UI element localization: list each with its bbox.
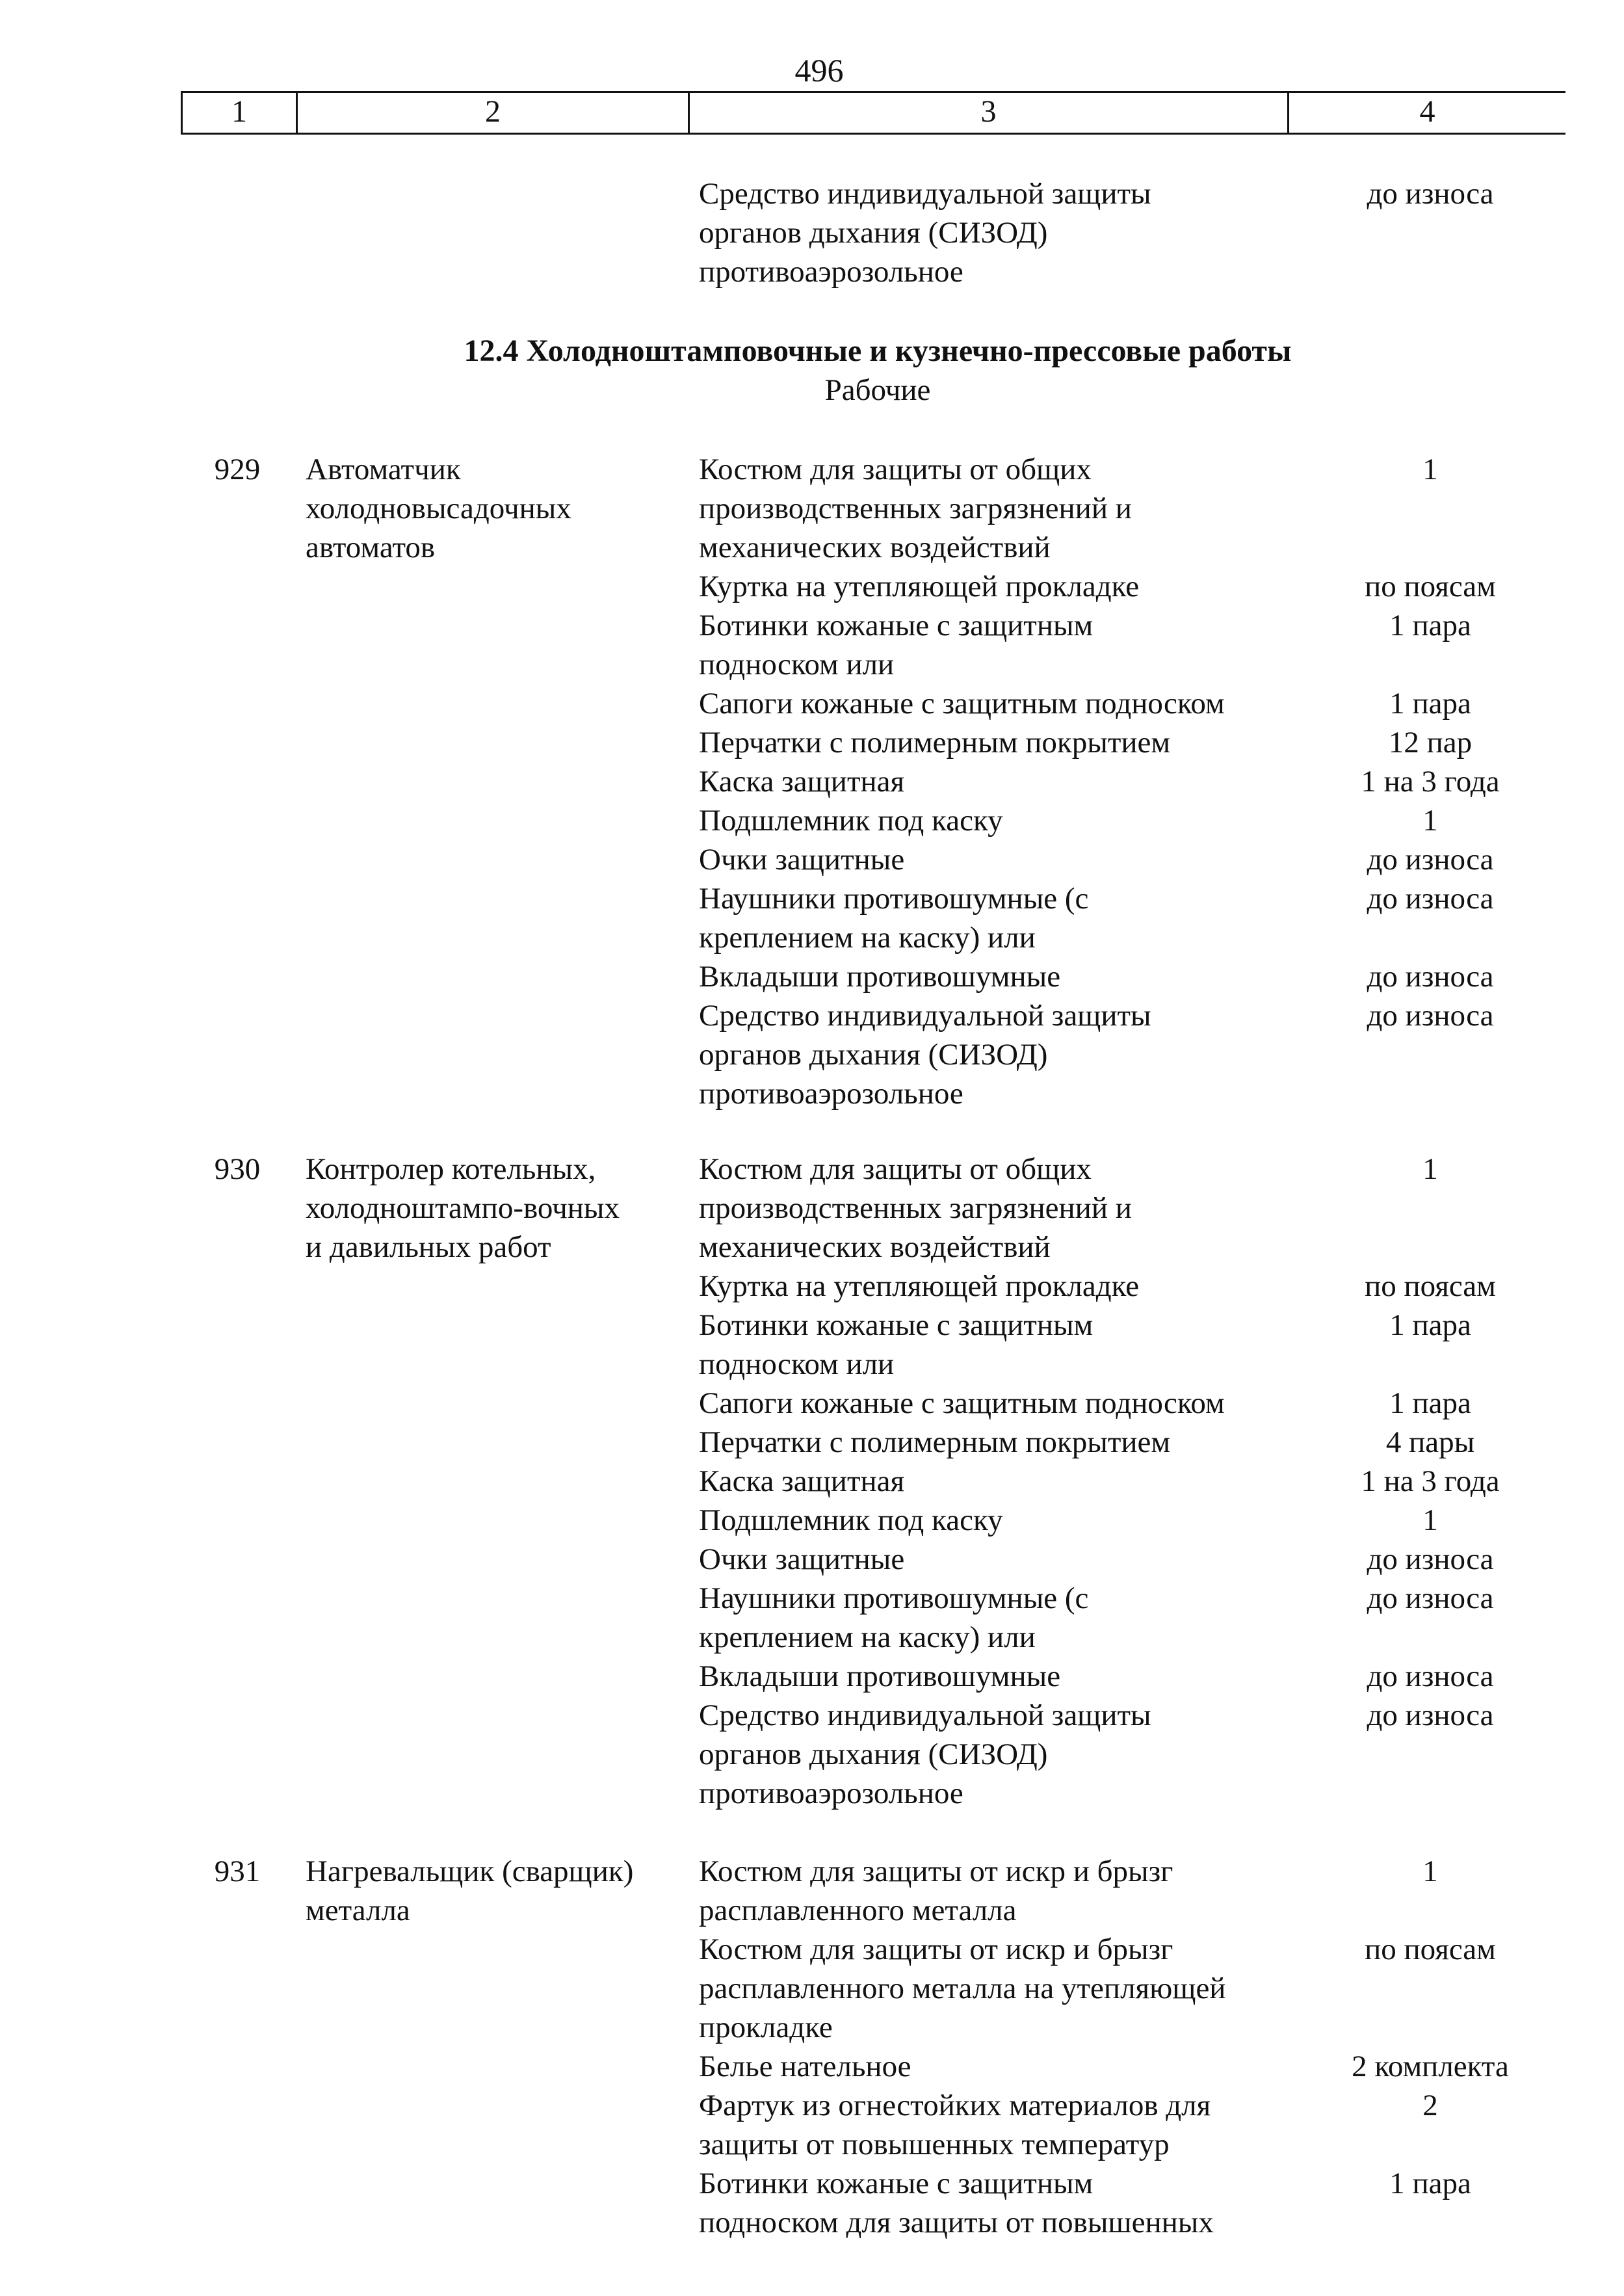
- job-title: Автоматчик холодновысадочных автоматов: [306, 453, 571, 564]
- ppe-item-name: Ботинки кожаные с защитным подноском для защиты от повышенных: [699, 2167, 1214, 2239]
- ppe-item-name: Очки защитные: [699, 1542, 905, 1576]
- issue-norm: по поясам: [1365, 570, 1496, 603]
- job-title: Нагревальщик (сварщик) металла: [306, 1854, 634, 1927]
- ppe-item-name: Перчатки с полимерным покрытием: [699, 726, 1171, 759]
- ppe-item-name: Белье нательное: [699, 2050, 911, 2083]
- ppe-item-name: Средство индивидуальной защиты органов дыхания (СИЗОД) противоаэрозольное: [699, 999, 1151, 1111]
- ppe-item-name: Каска защитная: [699, 1464, 905, 1498]
- ppe-item-name: Наушники противошумные (с креплением на каску) или: [699, 882, 1089, 955]
- issue-norm: до износа: [1367, 1659, 1494, 1693]
- ppe-item-name: Фартук из огнестойких материалов для защиты от повышенных температур: [699, 2089, 1211, 2161]
- entry-number: 930: [214, 1152, 261, 1186]
- entry-number: 929: [214, 453, 261, 486]
- issue-norm: 1: [1422, 804, 1438, 838]
- ppe-item-name: Вкладыши противошумные: [699, 960, 1061, 994]
- ppe-item-name: Костюм для защиты от искр и брызг расплавленного металла на утепляющей прокладке: [699, 1933, 1226, 2044]
- issue-norm: до износа: [1367, 1581, 1494, 1615]
- issue-norm: 12 пар: [1388, 726, 1473, 759]
- ppe-item-name: Наушники противошумные (с креплением на каску) или: [699, 1581, 1089, 1654]
- issue-norm: по поясам: [1365, 1933, 1496, 1966]
- ppe-item-name: Сапоги кожаные с защитным подноском: [699, 687, 1225, 720]
- ppe-item-name: Куртка на утепляющей прокладке: [699, 570, 1140, 603]
- issue-norm: 1 на 3 года: [1361, 765, 1500, 798]
- issue-norm: 2: [1422, 2089, 1438, 2122]
- issue-norm: 1 пара: [1389, 1308, 1471, 1342]
- ppe-item-name: Каска защитная: [699, 765, 905, 798]
- ppe-item-name: Костюм для защиты от общих производственных загрязнений и механических воздействий: [699, 1152, 1132, 1264]
- issue-norm: 1: [1422, 1152, 1438, 1186]
- column-number-1: 1: [231, 94, 247, 129]
- issue-norm: 1 пара: [1389, 1386, 1471, 1420]
- job-title: Контролер котельных, холодноштампо-вочных и давильных работ: [306, 1152, 620, 1264]
- ppe-item-name: Подшлемник под каску: [699, 804, 1003, 838]
- column-number-3: 3: [980, 94, 997, 129]
- section-subtitle: Рабочие: [824, 373, 931, 407]
- ppe-item-name: Подшлемник под каску: [699, 1503, 1003, 1537]
- issue-norm: до износа: [1367, 177, 1494, 211]
- issue-norm: 1 пара: [1389, 609, 1471, 642]
- ppe-item-name: Костюм для защиты от общих производственных загрязнений и механических воздействий: [699, 453, 1132, 564]
- issue-norm: до износа: [1367, 843, 1494, 877]
- ppe-item-name: Средство индивидуальной защиты органов дыхания (СИЗОД) противоаэрозольное: [699, 1698, 1151, 1810]
- ppe-item-name: Костюм для защиты от искр и брызг расплавленного металла: [699, 1854, 1173, 1927]
- ppe-item-name: Куртка на утепляющей прокладке: [699, 1269, 1140, 1303]
- issue-norm: до износа: [1367, 882, 1494, 916]
- column-number-2: 2: [485, 94, 501, 129]
- ppe-item-name: Ботинки кожаные с защитным подноском или: [699, 1308, 1094, 1381]
- issue-norm: до износа: [1367, 960, 1494, 994]
- issue-norm: по поясам: [1365, 1269, 1496, 1303]
- ppe-item-name: Перчатки с полимерным покрытием: [699, 1425, 1171, 1459]
- issue-norm: до износа: [1367, 999, 1494, 1033]
- issue-norm: 1: [1422, 453, 1438, 486]
- ppe-item-name: Ботинки кожаные с защитным подноском или: [699, 609, 1094, 681]
- issue-norm: 1 пара: [1389, 2167, 1471, 2200]
- page-number: 496: [794, 52, 844, 88]
- column-number-4: 4: [1419, 94, 1435, 129]
- ppe-item-name: Очки защитные: [699, 843, 905, 877]
- header-bottom-rule: [181, 133, 1565, 135]
- ppe-item-name: Вкладыши противошумные: [699, 1659, 1061, 1693]
- issue-norm: до износа: [1367, 1542, 1494, 1576]
- ppe-item-name: Сапоги кожаные с защитным подноском: [699, 1386, 1225, 1420]
- ppe-item-name: Средство индивидуальной защиты органов дыхания (СИЗОД) противоаэрозольное: [699, 177, 1151, 289]
- issue-norm: 4 пары: [1385, 1425, 1475, 1459]
- issue-norm: 1: [1422, 1854, 1438, 1888]
- section-title: 12.4 Холодноштамповочные и кузнечно-прессовые работы: [464, 334, 1292, 368]
- issue-norm: 1 пара: [1389, 687, 1471, 720]
- entry-number: 931: [214, 1854, 261, 1888]
- issue-norm: 1 на 3 года: [1361, 1464, 1500, 1498]
- issue-norm: 1: [1422, 1503, 1438, 1537]
- issue-norm: 2 комплекта: [1352, 2050, 1509, 2083]
- issue-norm: до износа: [1367, 1698, 1494, 1732]
